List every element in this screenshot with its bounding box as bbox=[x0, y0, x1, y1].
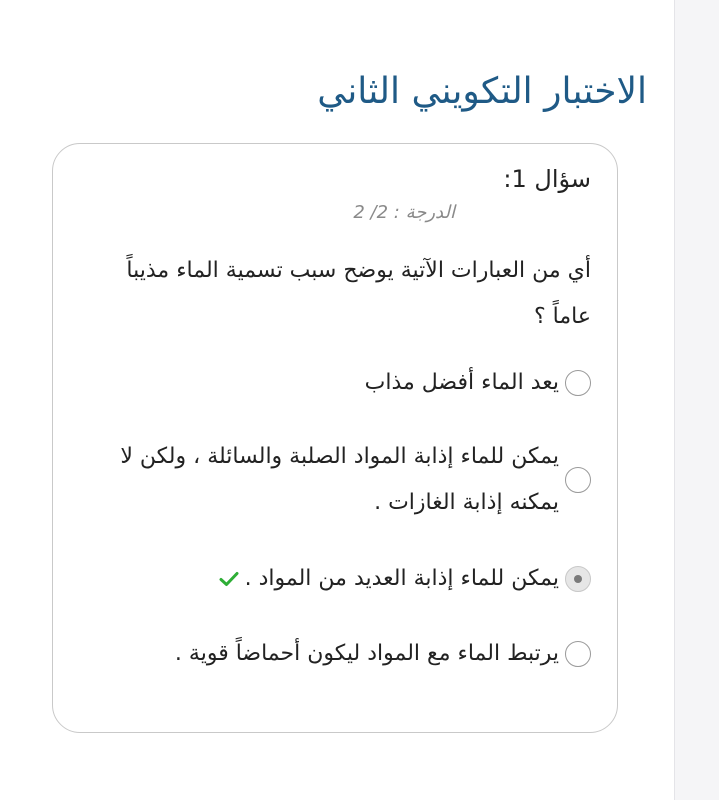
answer-option-label: يرتبط الماء مع المواد ليكون أحماضاً قوية . bbox=[174, 641, 559, 666]
checkmark-icon bbox=[219, 571, 239, 587]
answer-option-label-wrap bbox=[99, 556, 559, 602]
radio-button[interactable] bbox=[565, 370, 591, 396]
answer-option-3[interactable] bbox=[91, 556, 591, 602]
page-title: الاختبار التكويني الثاني bbox=[317, 71, 647, 112]
question-number: سؤال 1: bbox=[503, 165, 591, 193]
question-grade: الدرجة : 2/ 2 bbox=[353, 202, 455, 223]
answer-option-2[interactable] bbox=[91, 434, 591, 526]
answer-option-4[interactable] bbox=[91, 631, 591, 677]
radio-button-selected[interactable] bbox=[565, 566, 591, 592]
question-text: أي من العبارات الآتية يوضح سبب تسمية الماء مذيباً عاماً ؟ bbox=[126, 258, 591, 329]
answer-option-label: يمكن للماء إذابة العديد من المواد . bbox=[244, 566, 559, 591]
answer-option-label: يعد الماء أفضل مذاب bbox=[364, 370, 559, 395]
answer-option-1[interactable] bbox=[91, 360, 591, 406]
question-card bbox=[52, 143, 618, 733]
side-strip bbox=[674, 0, 719, 800]
answer-option-label: يمكن للماء إذابة المواد الصلبة والسائلة ، ولكن لا يمكنه إذابة الغازات . bbox=[120, 444, 559, 515]
radio-button[interactable] bbox=[565, 467, 591, 493]
radio-button[interactable] bbox=[565, 641, 591, 667]
